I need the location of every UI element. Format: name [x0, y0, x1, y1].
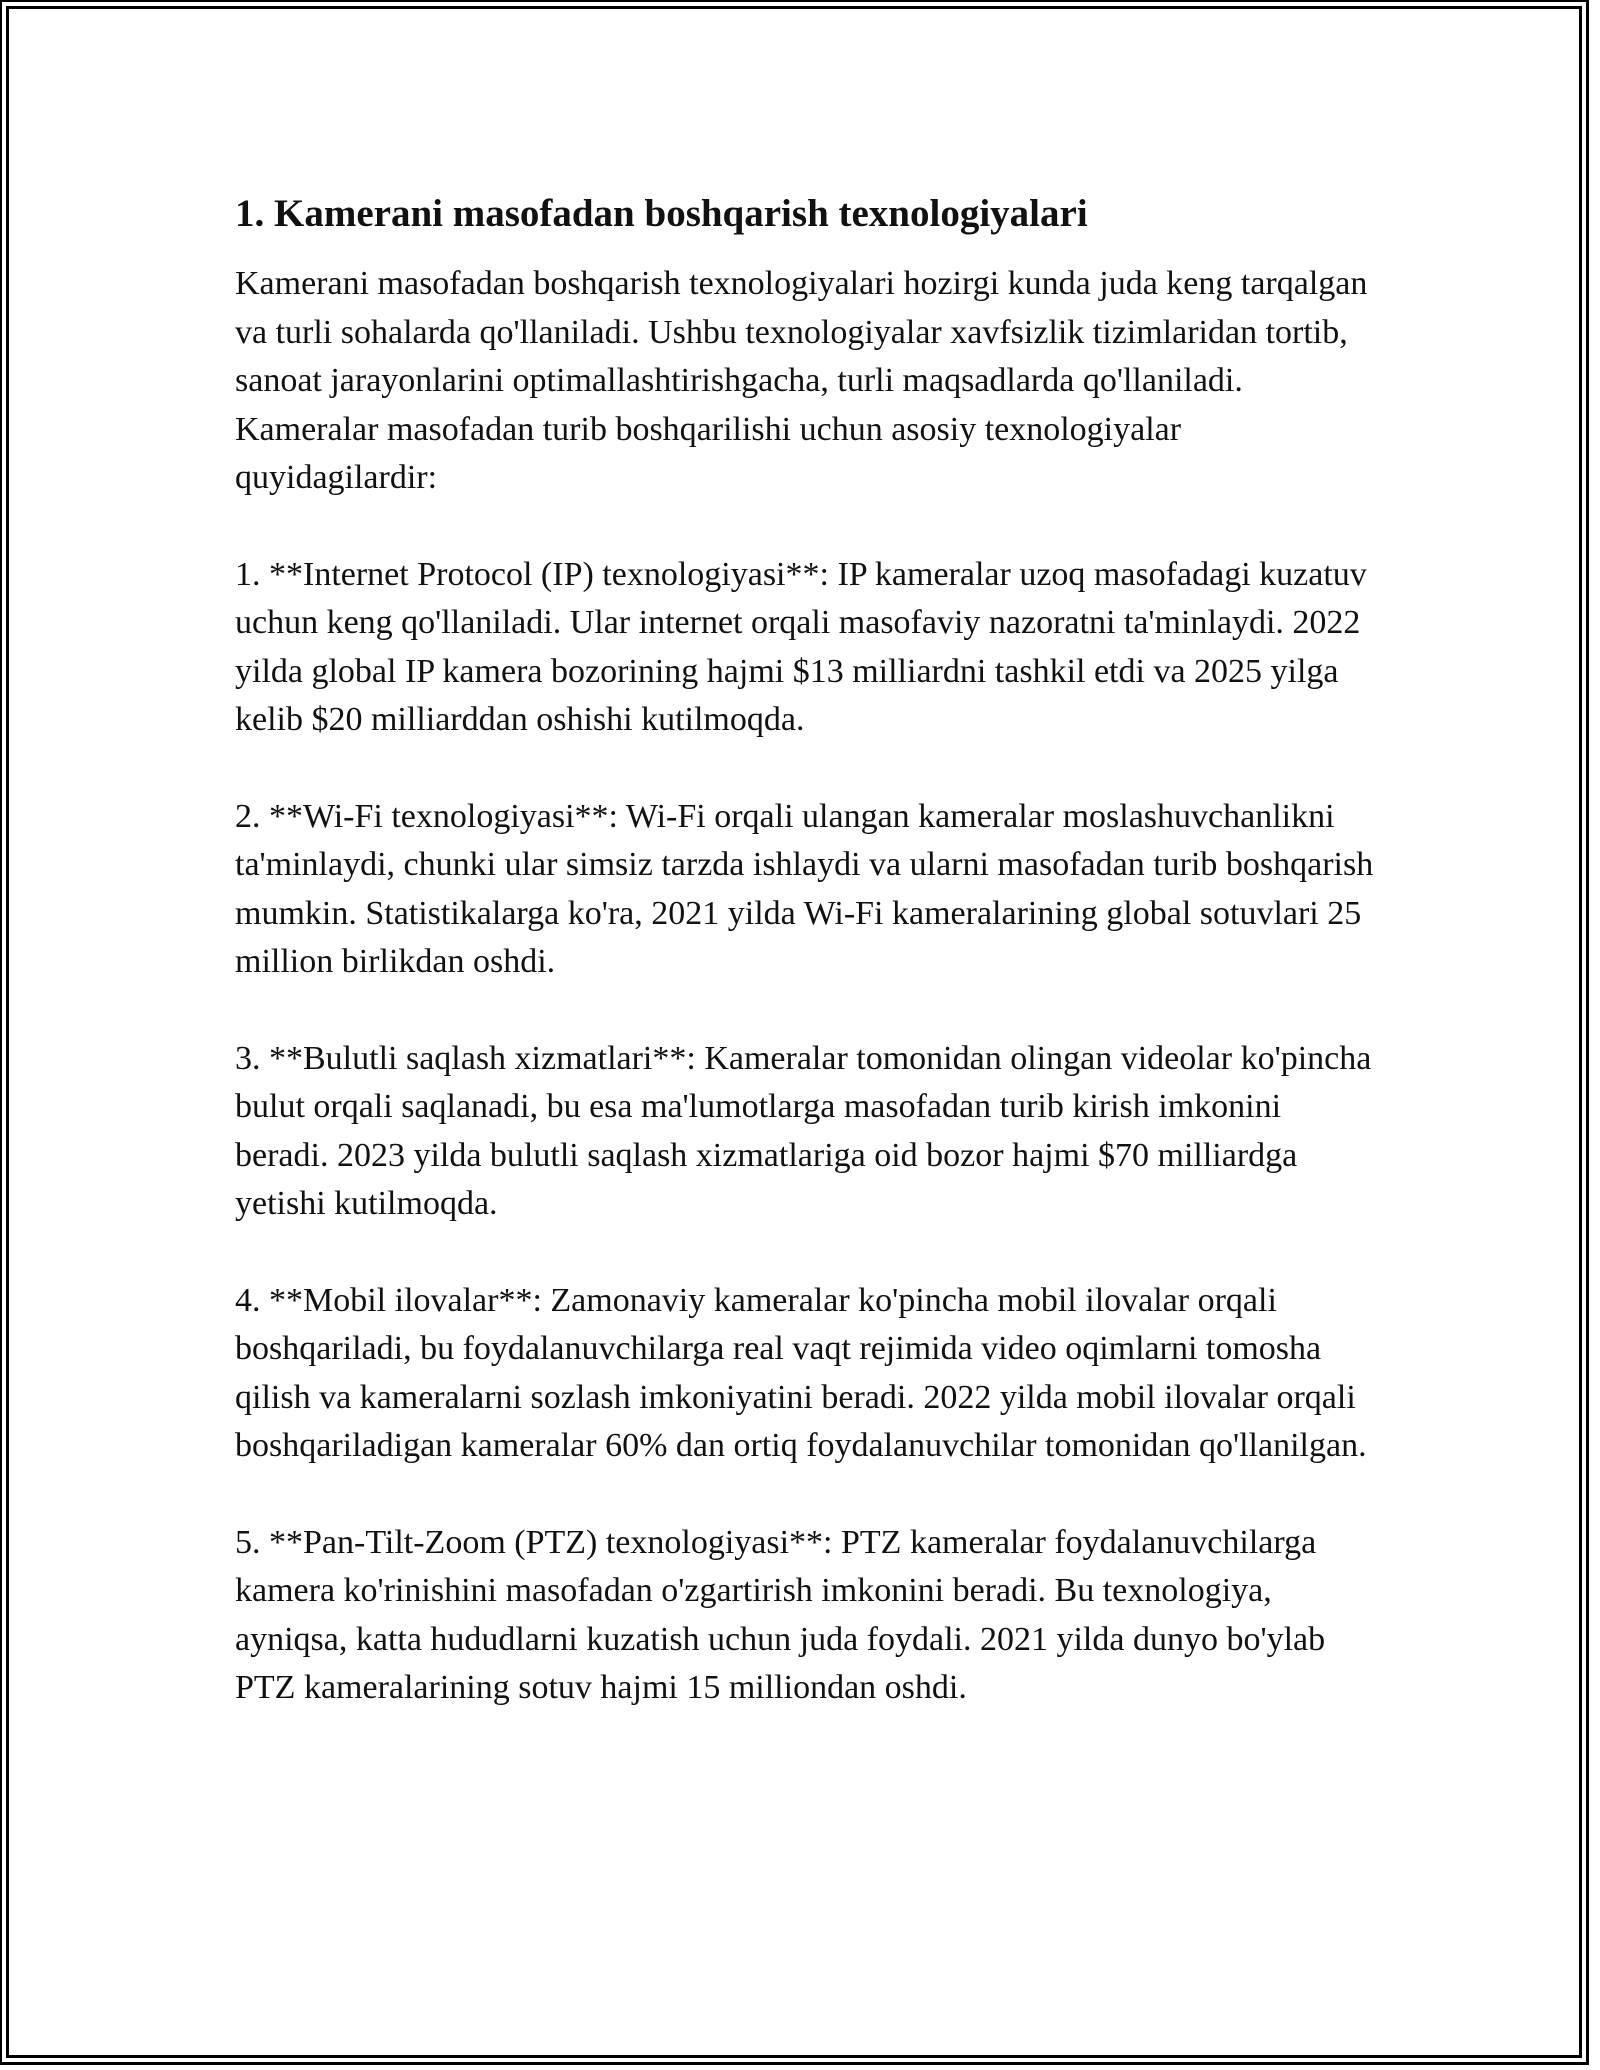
- document-body: [235, 188, 1375, 1761]
- section-heading: 1. Kamerani masofadan boshqarish texnologiyalari: [235, 192, 1088, 235]
- list-item-mobile: 4. **Mobil ilovalar**: Zamonaviy kameralar ko'pincha mobil ilovalar orqali boshqariladi, bu foydalanuvchilarga real vaqt rejimida video oqimlarni tomosha qilish va kameralarni sozlash imkoniyatini beradi. 2022 yilda mobil ilovalar orqali boshqariladigan kameralar 60% dan ortiq foydalanuvchilar tomonidan qo'llanilgan.: [235, 1281, 1367, 1464]
- list-item-cloud: 3. **Bulutli saqlash xizmatlari**: Kameralar tomonidan olingan videolar ko'pincha bulut orqali saqlanadi, bu esa ma'lumotlarga masofadan turib kirish imkonini beradi. 2023 yilda bulutli saqlash xizmatlariga oid bozor hajmi $70 milliardga yetishi kutilmoqda.: [235, 1039, 1372, 1222]
- intro-paragraph: Kamerani masofadan boshqarish texnologiyalari hozirgi kunda juda keng tarqalgan va turli sohalarda qo'llaniladi. Ushbu texnologiyalar xavfsizlik tizimlaridan tortib, sanoat jarayonlarini optimallashtirishgacha, turli maqsadlarda qo'llaniladi. Kameralar masofadan turib boshqarilishi uchun asosiy texnologiyalar quyidagilardir:: [235, 265, 1368, 496]
- list-item-ip: 1. **Internet Protocol (IP) texnologiyasi**: IP kameralar uzoq masofadagi kuzatuv uchun keng qo'llaniladi. Ular internet orqali masofaviy nazoratni ta'minlaydi. 2022 yilda global IP kamera bozorining hajmi $13 milliardni tashkil etdi va 2025 yilga kelib $20 milliarddan oshishi kutilmoqda.: [235, 555, 1367, 738]
- list-item-wifi: 2. **Wi-Fi texnologiyasi**: Wi-Fi orqali ulangan kameralar moslashuvchanlikni ta'minlaydi, chunki ular simsiz tarzda ishlaydi va ularni masofadan turib boshqarish mumkin. Statistikalarga ko'ra, 2021 yilda Wi-Fi kameralarining global sotuvlari 25 million birlikdan oshdi.: [235, 797, 1374, 980]
- list-item-ptz: 5. **Pan-Tilt-Zoom (PTZ) texnologiyasi**: PTZ kameralar foydalanuvchilarga kamera ko'rinishini masofadan o'zgartirish imkonini beradi. Bu texnologiya, ayniqsa, katta hududlarni kuzatish uchun juda foydali. 2021 yilda dunyo bo'ylab PTZ kameralarining sotuv hajmi 15 milliondan oshdi.: [235, 1523, 1326, 1706]
